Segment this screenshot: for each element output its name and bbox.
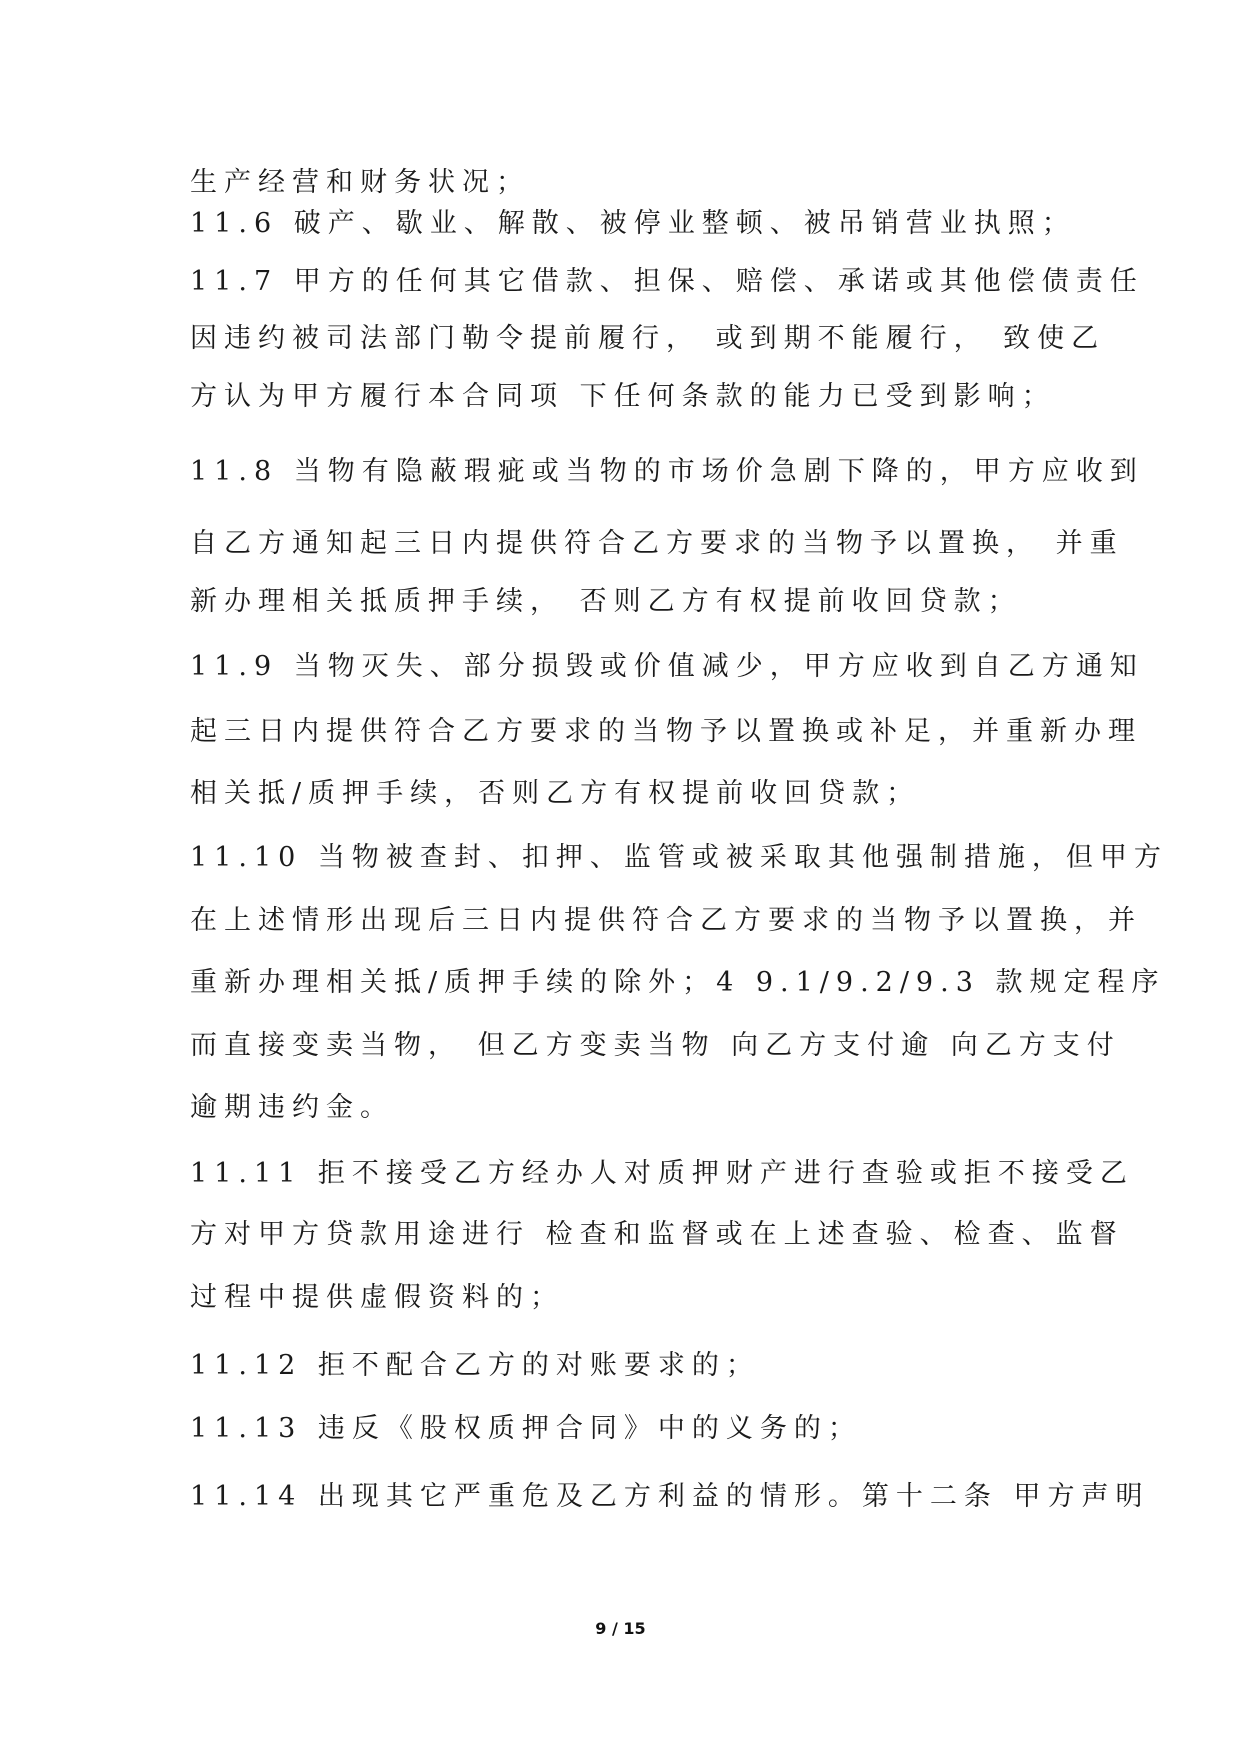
text-line: 11.13 违反《股权质押合同》中的义务的；	[190, 1413, 862, 1444]
text-line: 11.9 当物灭失、部分损毁或价值减少，甲方应收到自乙方通知	[190, 651, 1144, 682]
text-line: 逾期违约金。	[190, 1092, 394, 1123]
text-line: 而直接变卖当物， 但乙方变卖当物 向乙方支付逾 向乙方支付	[190, 1030, 1121, 1061]
text-line: 11.10 当物被查封、扣押、监管或被采取其他强制措施，但甲方	[190, 842, 1168, 873]
text-line: 11.8 当物有隐蔽瑕疵或当物的市场价急剧下降的，甲方应收到	[190, 456, 1144, 487]
text-line: 11.12 拒不配合乙方的对账要求的；	[190, 1350, 760, 1381]
text-line: 起三日内提供符合乙方要求的当物予以置换或补足，并重新办理	[190, 716, 1142, 747]
text-line: 11.14 出现其它严重危及乙方利益的情形。第十二条 甲方声明	[190, 1481, 1150, 1512]
text-line: 生产经营和财务状况；	[190, 167, 530, 198]
text-line: 11.11 拒不接受乙方经办人对质押财产进行查验或拒不接受乙	[190, 1158, 1134, 1189]
page-number: 9 / 15	[595, 1619, 646, 1638]
text-line: 因违约被司法部门勒令提前履行， 或到期不能履行， 致使乙	[190, 323, 1106, 354]
text-line: 在上述情形出现后三日内提供符合乙方要求的当物予以置换，并	[190, 905, 1142, 936]
text-line: 新办理相关抵质押手续， 否则乙方有权提前收回贷款；	[190, 586, 1022, 617]
text-line: 方对甲方贷款用途进行 检查和监督或在上述查验、检查、监督	[190, 1219, 1124, 1250]
text-line: 相关抵/质押手续，否则乙方有权提前收回贷款；	[190, 778, 921, 809]
text-line: 过程中提供虚假资料的；	[190, 1282, 564, 1313]
text-line: 11.6 破产、歇业、解散、被停业整顿、被吊销营业执照；	[190, 208, 1076, 239]
text-line: 方认为甲方履行本合同项 下任何条款的能力已受到影响；	[190, 381, 1056, 412]
text-line: 自乙方通知起三日内提供符合乙方要求的当物予以置换， 并重	[190, 528, 1124, 559]
text-line: 11.7 甲方的任何其它借款、担保、赔偿、承诺或其他偿债责任	[190, 266, 1144, 297]
text-line: 重新办理相关抵/质押手续的除外；4 9.1/9.2/9.3 款规定程序	[190, 967, 1166, 998]
